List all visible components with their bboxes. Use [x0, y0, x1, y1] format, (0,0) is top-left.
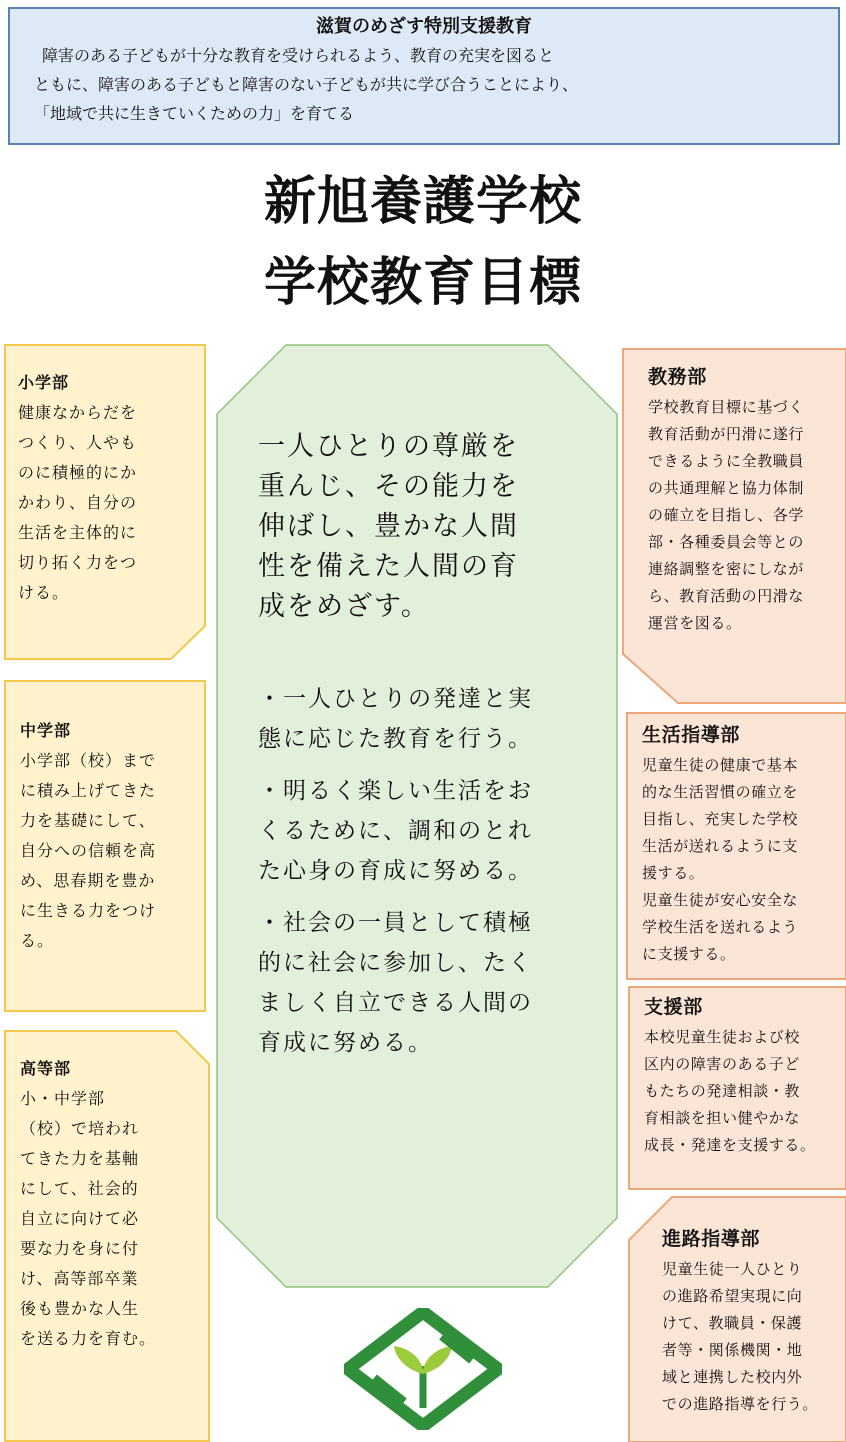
- high-line: 自立に向けて必: [20, 1209, 140, 1228]
- banner-line: ともに、障害のある子どもと障害のない子どもが共に学び合うことにより、: [34, 75, 579, 94]
- life-guidance-line: 的な生活習慣の確立を: [642, 783, 799, 801]
- career-line: 児童生徒一人ひとり: [662, 1260, 803, 1278]
- junior-line: る。: [20, 931, 55, 950]
- elementary-line: 生活を主体的に: [18, 523, 138, 542]
- support-line: 育相談を担い健やかな: [644, 1109, 801, 1127]
- vision-banner: [8, 7, 840, 145]
- career-text: [662, 1224, 818, 1418]
- goal-main-line: 重んじ、その能力を: [258, 471, 519, 502]
- center-goal-text: [258, 427, 588, 1063]
- elementary-line: つくり、人やも: [18, 433, 138, 452]
- support-title: 支援部: [644, 996, 703, 1018]
- elementary-title: 小学部: [18, 373, 70, 392]
- academic-line: 部・各種委員会等との: [648, 533, 805, 551]
- life-guidance-line: 児童生徒の健康で基本: [642, 756, 799, 774]
- elementary-line: のに積極的にか: [18, 463, 138, 482]
- junior-text: [20, 716, 156, 956]
- academic-line: 教育活動が円滑に遂行: [648, 425, 805, 443]
- junior-line: 自分への信頼を高: [20, 841, 157, 860]
- banner-line: 障害のある子どもが十分な教育を受けられるよう、教育の充実を図ると: [42, 46, 555, 65]
- academic-line: できるように全教職員: [648, 452, 805, 470]
- goal-main-line: 成をめざす。: [258, 591, 430, 622]
- goal-main-line: 一人ひとりの尊厳を: [258, 431, 519, 462]
- career-line: 域と連携した校内外: [662, 1368, 803, 1386]
- high-line: を送る力を育む。: [20, 1329, 157, 1348]
- life-guidance-line: 児童生徒が安心安全な: [642, 891, 799, 909]
- high-line: 後も豊かな人生: [20, 1299, 140, 1318]
- goal-point-1-line: 態に応じた教育を行う。: [258, 726, 533, 752]
- career-line: の進路希望実現に向: [662, 1287, 803, 1305]
- goal-point-2-line: くるために、調和のとれ: [258, 818, 533, 844]
- career-line: での進路指導を行う。: [662, 1395, 819, 1413]
- goal-main-line: 伸ばし、豊かな人間: [258, 511, 519, 542]
- life-guidance-line: に支援する。: [642, 945, 736, 963]
- life-guidance-line: 学校生活を送れるよう: [642, 918, 799, 936]
- high-line: にして、社会的: [20, 1179, 139, 1198]
- high-line: 要な力を身に付: [20, 1239, 140, 1258]
- academic-line: 学校教育目標に基づく: [648, 398, 805, 416]
- academic-line: の確立を目指し、各学: [648, 506, 805, 524]
- junior-line: 力を基礎にして、: [20, 811, 156, 830]
- banner-line: 「地域で共に生きていくための力」を育てる: [34, 104, 355, 123]
- life-guidance-text: [642, 720, 798, 968]
- life-guidance-title: 生活指導部: [642, 724, 741, 746]
- junior-title: 中学部: [20, 721, 72, 740]
- elementary-line: ける。: [18, 583, 70, 602]
- career-line: 者等・関係機関・地: [662, 1341, 803, 1359]
- academic-line: ら、教育活動の円滑な: [648, 587, 805, 605]
- school-logo: [344, 1308, 502, 1430]
- academic-text: [648, 362, 804, 637]
- goal-point-3-line: ・社会の一員として積極: [258, 910, 533, 936]
- high-line: てきた力を基軸: [20, 1149, 140, 1168]
- support-line: 本校児童生徒および校: [644, 1028, 801, 1046]
- goal-point-3-line: ましく自立できる人間の: [258, 990, 533, 1016]
- life-guidance-line: 目指し、充実した学校: [642, 810, 799, 828]
- junior-line: に積み上げてきた: [20, 781, 157, 800]
- elementary-line: 健康なからだを: [18, 403, 138, 422]
- elementary-line: 切り拓く力をつ: [18, 553, 138, 572]
- goal-point-2-line: た心身の育成に努める。: [258, 858, 533, 884]
- elementary-text: [18, 368, 137, 608]
- goal-point-2-line: ・明るく楽しい生活をお: [258, 778, 533, 804]
- academic-title: 教務部: [648, 366, 707, 388]
- goal-point-3-line: 的に社会に参加し、たく: [258, 950, 533, 976]
- goal-point-3-line: 育成に努める。: [258, 1030, 433, 1056]
- career-line: けて、教職員・保護: [662, 1314, 803, 1332]
- academic-line: の共通理解と協力体制: [648, 479, 805, 497]
- banner-title: 滋賀のめざす特別支援教育: [316, 16, 532, 37]
- life-guidance-line: 援する。: [642, 864, 705, 882]
- career-title: 進路指導部: [662, 1228, 761, 1250]
- support-line: 区内の障害のある子ど: [644, 1055, 801, 1073]
- high-title: 高等部: [20, 1059, 72, 1078]
- high-line: （校）で培われ: [20, 1119, 140, 1138]
- junior-line: め、思春期を豊か: [20, 871, 156, 890]
- academic-line: 連絡調整を密にしなが: [648, 560, 805, 578]
- goals-title: 学校教育目標: [263, 253, 582, 313]
- junior-line: に生きる力をつけ: [20, 901, 157, 920]
- academic-line: 運営を図る。: [648, 614, 742, 632]
- junior-line: 小学部（校）まで: [20, 751, 157, 770]
- life-guidance-line: 生活が送れるように支: [642, 837, 799, 855]
- high-line: け、高等部卒業: [20, 1269, 139, 1288]
- high-line: 小・中学部: [20, 1089, 106, 1108]
- goal-point-1-line: ・一人ひとりの発達と実: [258, 686, 533, 712]
- high-text: [20, 1054, 156, 1354]
- elementary-line: かわり、自分の: [18, 493, 138, 512]
- school-emblem-icon: [344, 1308, 502, 1430]
- school-name: 新旭養護学校: [263, 172, 582, 232]
- goal-main-line: 性を備えた人間の育: [258, 551, 519, 582]
- support-text: [644, 992, 816, 1159]
- support-line: もたちの発達相談・教: [644, 1082, 801, 1100]
- support-line: 成長・発達を支援する。: [644, 1136, 816, 1154]
